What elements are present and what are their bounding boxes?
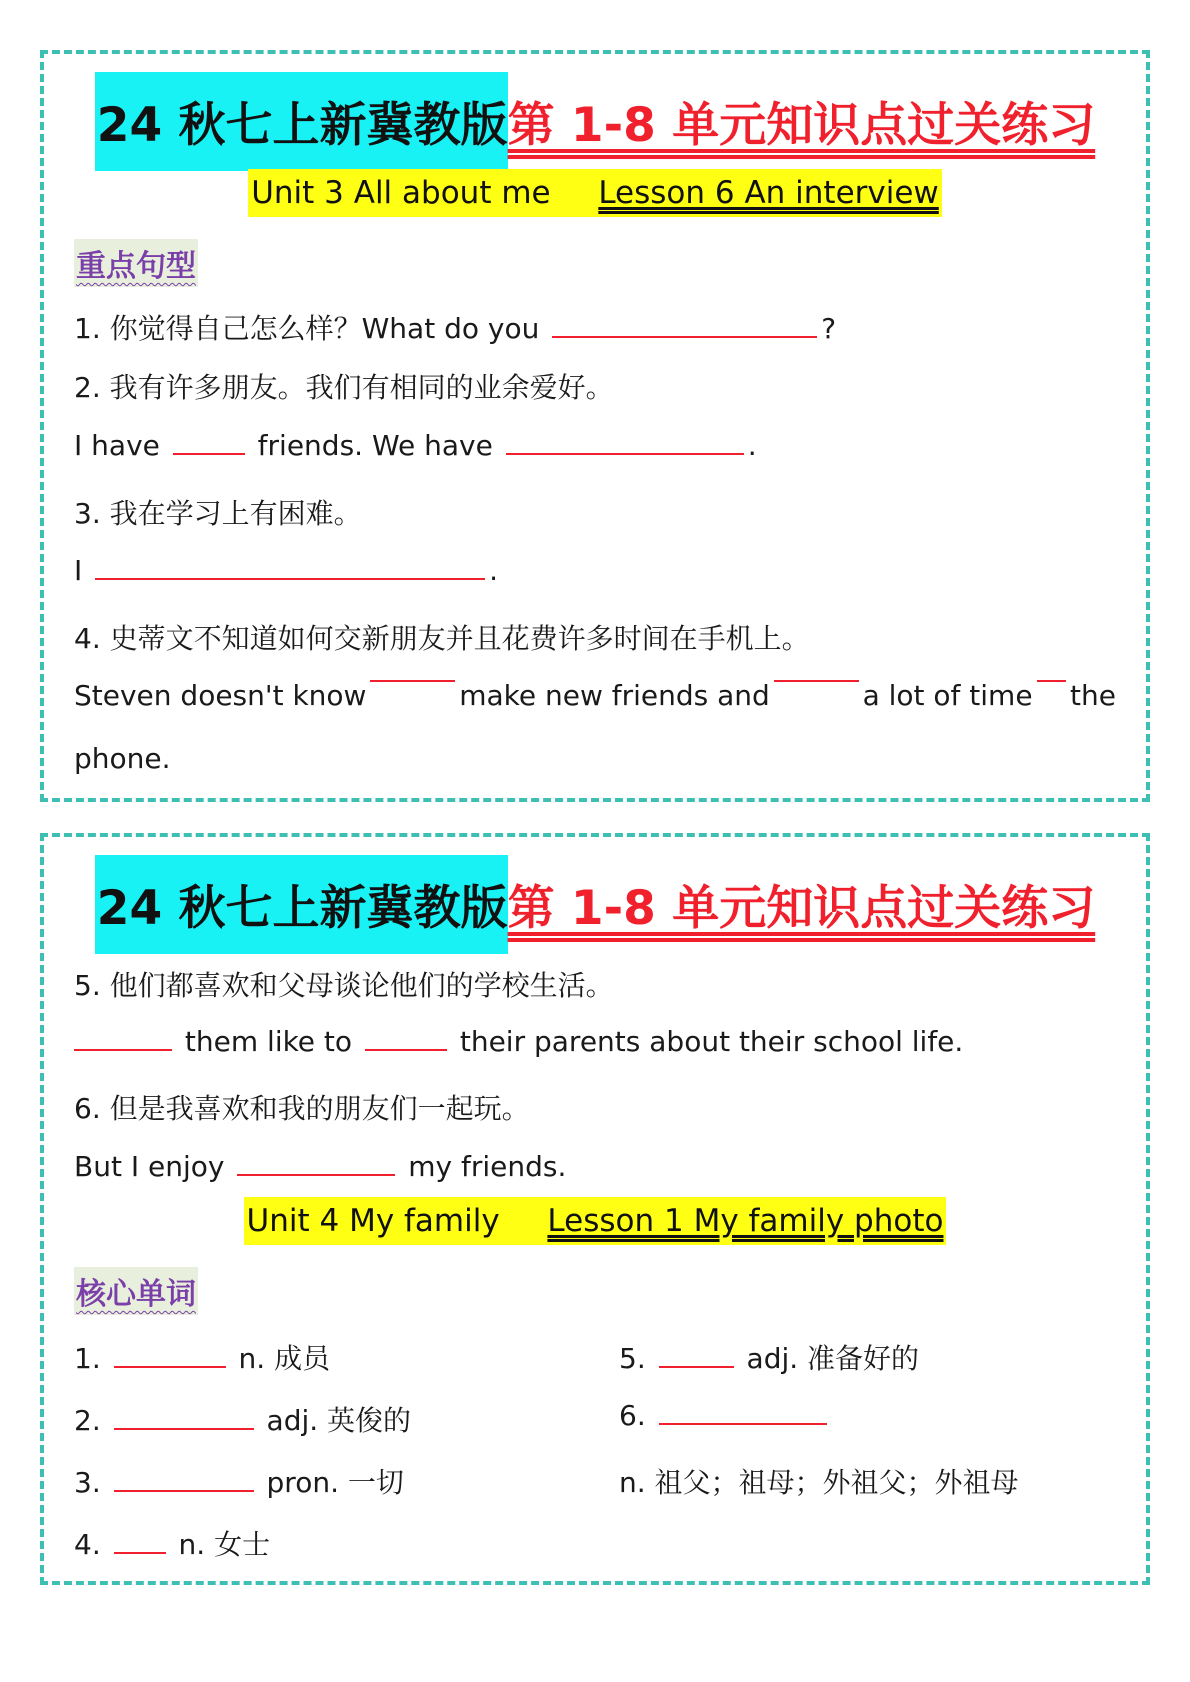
word-definition: n. 女士 bbox=[178, 1528, 271, 1561]
unit3-banner bbox=[248, 169, 942, 217]
text-fragment: friends. We have bbox=[257, 429, 493, 462]
item-number: 1. bbox=[74, 1342, 101, 1375]
unit4-heading bbox=[44, 1197, 1146, 1245]
item-number: 4. bbox=[74, 1528, 101, 1561]
text-fragment: I bbox=[74, 554, 83, 587]
word-1 bbox=[74, 1337, 330, 1377]
blank-input[interactable] bbox=[659, 1422, 827, 1425]
text-fragment: Steven doesn't know bbox=[74, 679, 367, 712]
title-edition: 24 秋七上新冀教版 bbox=[95, 72, 508, 171]
blank-input[interactable] bbox=[365, 1048, 447, 1051]
word-5 bbox=[619, 1337, 919, 1377]
sentence-1 bbox=[74, 307, 1116, 347]
blank-input[interactable] bbox=[237, 1173, 395, 1176]
sentence-4-prompt: 4. 史蒂文不知道如何交新朋友并且花费许多时间在手机上。 bbox=[74, 622, 810, 655]
blank-input[interactable] bbox=[1037, 679, 1066, 682]
word-2 bbox=[74, 1399, 411, 1439]
word-3 bbox=[74, 1461, 404, 1501]
word-definition: n. 成员 bbox=[238, 1342, 331, 1375]
text-fragment: their parents about their school life. bbox=[459, 1025, 964, 1058]
text-fragment: make new friends and bbox=[459, 679, 770, 712]
unit4-title: Unit 4 My family bbox=[246, 1203, 500, 1239]
sentence-6 bbox=[74, 1150, 1116, 1183]
sentence-4-continued: phone. bbox=[74, 742, 171, 775]
blank-input[interactable] bbox=[552, 335, 817, 338]
page-title bbox=[44, 855, 1146, 954]
word-definition: adj. 英俊的 bbox=[266, 1404, 412, 1437]
sentence-6-prompt: 6. 但是我喜欢和我的朋友们一起玩。 bbox=[74, 1092, 530, 1125]
title-practice: 第 1-8 单元知识点过关练习 bbox=[507, 881, 1096, 936]
blank-input[interactable] bbox=[114, 1489, 254, 1492]
text-fragment: I have bbox=[74, 429, 160, 462]
punctuation: ? bbox=[821, 312, 837, 345]
unit4-lesson-title: Lesson 1 My family photo bbox=[547, 1203, 944, 1239]
page-title bbox=[44, 72, 1146, 171]
sentence-3 bbox=[74, 554, 1116, 587]
sentence-2-prompt: 2. 我有许多朋友。我们有相同的业余爱好。 bbox=[74, 371, 614, 404]
title-edition: 24 秋七上新冀教版 bbox=[95, 855, 508, 954]
word-6 bbox=[619, 1399, 831, 1432]
section-heading-sentences: 重点句型 bbox=[74, 239, 198, 287]
text-fragment: my friends. bbox=[408, 1150, 567, 1183]
blank-input[interactable] bbox=[659, 1365, 734, 1368]
word-4 bbox=[74, 1523, 270, 1563]
blank-input[interactable] bbox=[74, 1048, 172, 1051]
blank-input[interactable] bbox=[370, 679, 455, 682]
sentence-1-prompt: 1. 你觉得自己怎么样？What do you bbox=[74, 312, 540, 345]
sentence-5-prompt: 5. 他们都喜欢和父母谈论他们的学校生活。 bbox=[74, 969, 614, 1002]
worksheet-panel-1 bbox=[40, 50, 1150, 802]
text-fragment: a lot of time bbox=[862, 679, 1033, 712]
title-practice: 第 1-8 单元知识点过关练习 bbox=[507, 98, 1096, 153]
unit4-banner bbox=[244, 1197, 947, 1245]
word-definition: pron. 一切 bbox=[266, 1466, 404, 1499]
item-number: 3. bbox=[74, 1466, 101, 1499]
sentence-3-prompt: 3. 我在学习上有困难。 bbox=[74, 497, 362, 530]
text-fragment: them like to bbox=[184, 1025, 353, 1058]
punctuation: . bbox=[747, 429, 757, 462]
punctuation: . bbox=[489, 554, 499, 587]
unit3-title: Unit 3 All about me bbox=[251, 175, 551, 211]
item-number: 6. bbox=[619, 1399, 646, 1432]
blank-input[interactable] bbox=[114, 1427, 254, 1430]
blank-input[interactable] bbox=[774, 679, 859, 682]
item-number: 2. bbox=[74, 1404, 101, 1437]
unit3-heading bbox=[44, 169, 1146, 217]
item-number: 5. bbox=[619, 1342, 646, 1375]
blank-input[interactable] bbox=[114, 1551, 166, 1554]
blank-input[interactable] bbox=[506, 452, 744, 455]
text-fragment: the bbox=[1070, 679, 1116, 712]
sentence-4 bbox=[74, 679, 1116, 712]
unit3-lesson-title: Lesson 6 An interview bbox=[598, 175, 939, 211]
blank-input[interactable] bbox=[114, 1365, 226, 1368]
section-heading-words: 核心单词 bbox=[74, 1267, 198, 1315]
blank-input[interactable] bbox=[95, 577, 485, 580]
word-definition: adj. 准备好的 bbox=[746, 1342, 920, 1375]
worksheet-panel-2 bbox=[40, 833, 1150, 1585]
word-6-definition: n. 祖父；祖母；外祖父；外祖母 bbox=[619, 1466, 1019, 1499]
sentence-5 bbox=[74, 1025, 1116, 1058]
text-fragment: But I enjoy bbox=[74, 1150, 225, 1183]
blank-input[interactable] bbox=[173, 452, 245, 455]
sentence-2 bbox=[74, 429, 1116, 462]
